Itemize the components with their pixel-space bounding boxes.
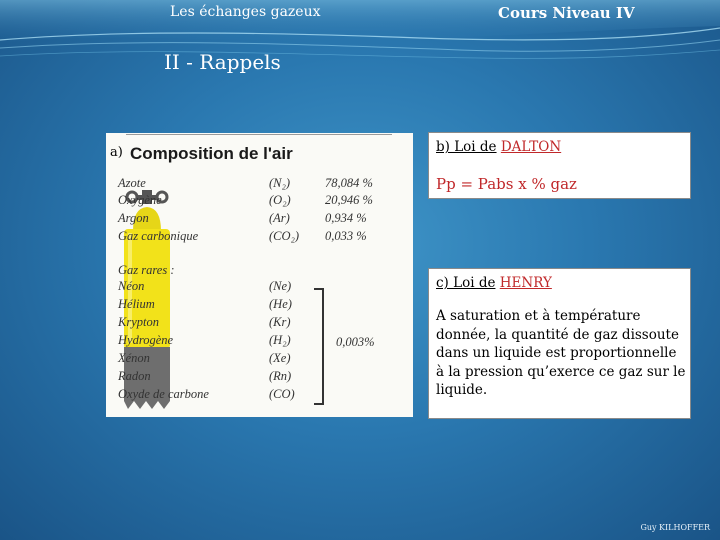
rare-gases-bracket	[314, 288, 324, 405]
header-left-title: Les échanges gazeux	[170, 4, 321, 20]
gas-formula: (H₂)	[269, 333, 291, 347]
gas-name: Xénon	[118, 351, 150, 365]
dalton-prefix: b) Loi de	[436, 139, 497, 155]
gas-formula: (Ne)	[269, 279, 292, 293]
gas-percent: 78,084 %	[325, 176, 373, 190]
dalton-formula: Pp = Pabs x % gaz	[436, 175, 577, 193]
gas-name: Azote	[118, 176, 146, 190]
gas-name: Hélium	[118, 297, 155, 311]
air-composition-label: a)	[110, 145, 123, 160]
dalton-heading	[436, 139, 561, 155]
gas-name: Krypton	[118, 315, 159, 329]
gas-name: Gaz carbonique	[118, 229, 199, 243]
author-credit: Guy KILHOFFER	[640, 523, 710, 532]
gas-name: Néon	[118, 279, 145, 293]
dalton-name: DALTON	[500, 139, 562, 155]
gas-formula: (N₂)	[269, 176, 291, 190]
gas-percent: 20,946 %	[325, 193, 373, 207]
air-composition-panel	[106, 133, 413, 417]
dalton-law-box	[428, 132, 691, 199]
gas-formula: (CO)	[269, 387, 295, 401]
henry-heading	[436, 275, 552, 291]
gas-name: Argon	[118, 211, 149, 225]
gas-formula: (He)	[269, 297, 292, 311]
rare-gases-heading: Gaz rares :	[118, 263, 175, 277]
henry-prefix: c) Loi de	[436, 275, 496, 291]
header-right-title: Cours Niveau IV	[498, 4, 635, 22]
henry-text: A saturation et à température donnée, la quantité de gaz dissoute dans un liquide est proportionnelle à la pression qu’exerce ce gaz sur le liquide.	[436, 308, 686, 398]
gas-formula: (Xe)	[269, 351, 291, 365]
gas-formula: (Ar)	[269, 211, 290, 225]
henry-law-box	[428, 268, 691, 419]
air-composition-title: Composition de l'air	[130, 144, 293, 163]
rare-gases-total: 0,003%	[336, 335, 375, 349]
gas-percent: 0,934 %	[325, 211, 367, 225]
henry-name: HENRY	[499, 275, 552, 291]
gas-formula: (O₂)	[269, 193, 291, 207]
gas-formula: (CO₂)	[269, 229, 300, 243]
gas-name: Radon	[118, 369, 151, 383]
gas-percent: 0,033 %	[325, 229, 367, 243]
gas-formula: (Rn)	[269, 369, 292, 383]
gas-name: Oxyde de carbone	[118, 387, 209, 401]
gas-name: Oxygène	[118, 193, 162, 207]
gas-name: Hydrogène	[118, 333, 174, 347]
gas-formula: (Kr)	[269, 315, 291, 329]
section-title: II - Rappels	[164, 50, 281, 74]
